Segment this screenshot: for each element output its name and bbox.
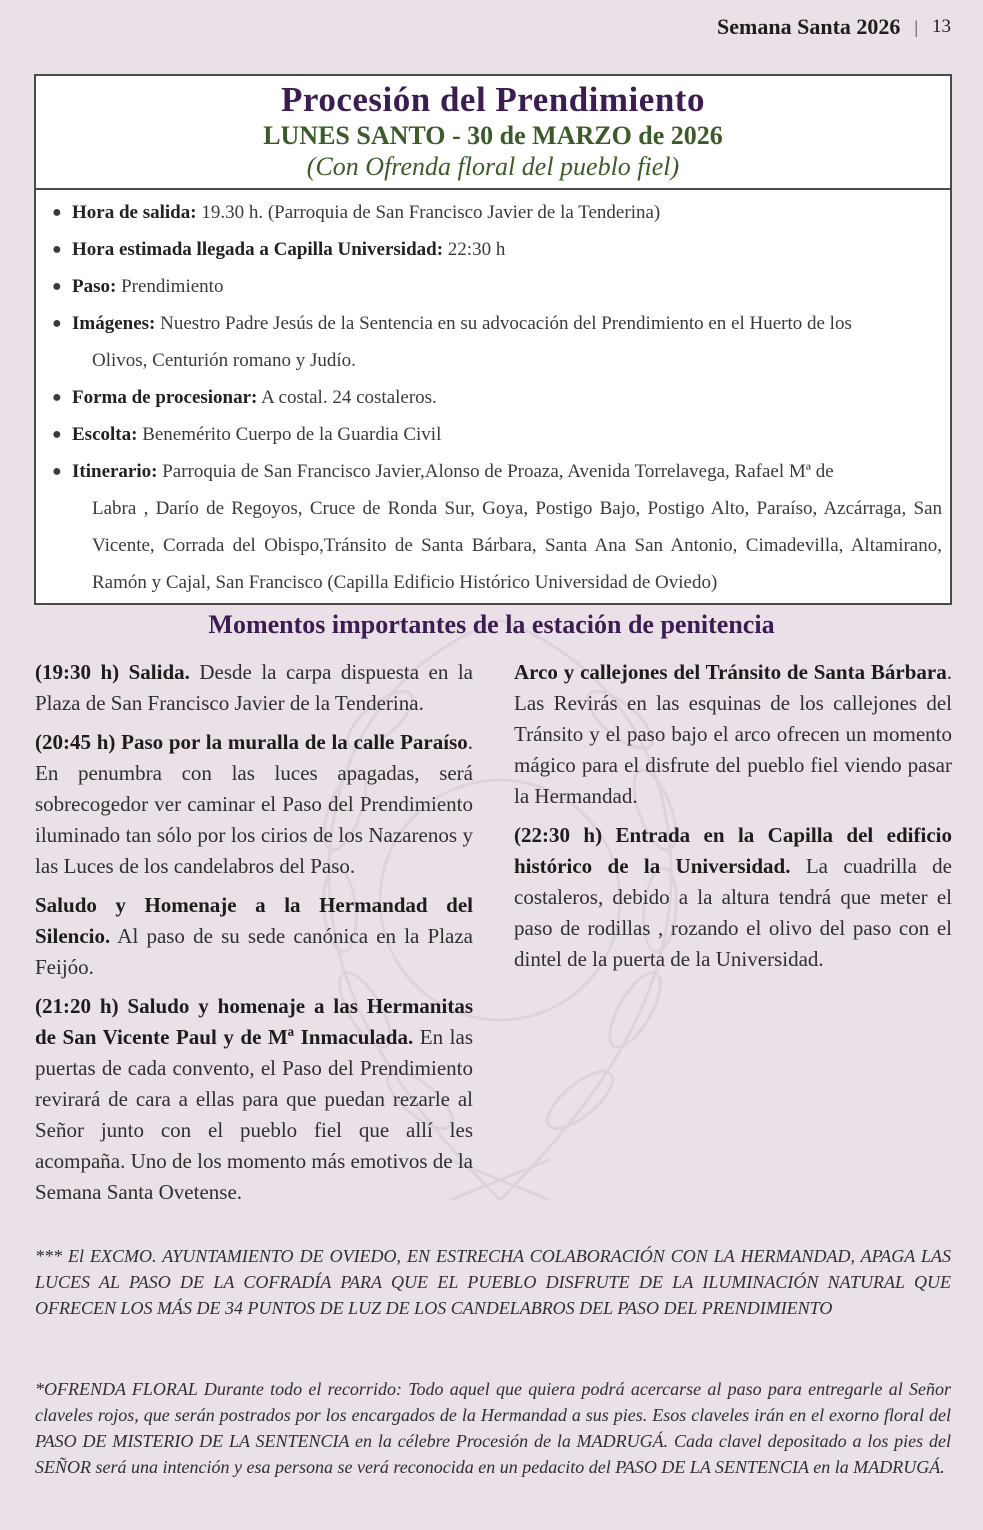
detail-continuation: Olivos, Centurión romano y Judío.	[92, 350, 356, 371]
detail-value: 22:30 h	[447, 239, 506, 260]
detail-value: Prendimiento	[121, 276, 224, 297]
detail-value: 19.30 h. (Parroquia de San Francisco Javier de la Tenderina)	[201, 202, 661, 223]
header-separator: |	[914, 16, 918, 37]
bullet-icon: ●	[52, 241, 62, 258]
detail-label: Escolta:	[72, 424, 138, 445]
detail-label: Imágenes:	[72, 313, 156, 334]
detail-value: A costal. 24 costaleros.	[261, 387, 437, 408]
detail-label: Forma de procesionar:	[72, 387, 258, 408]
detail-item	[52, 194, 942, 231]
moment-text: . Las Revirás en las esquinas de los callejones del Tránsito y el paso bajo el arco ofrecen un momento mágico para el disfrute del pueblo fiel viendo pasar la Hermandad.	[514, 660, 952, 808]
detail-item	[52, 416, 942, 453]
detail-value: Benemérito Cuerpo de la Guardia Civil	[142, 424, 442, 445]
moment-paragraph	[514, 820, 952, 975]
moment-heading: (22:30 h) Entrada en la Capilla del edificio histórico de la Universidad.	[514, 823, 952, 878]
moment-text: En las puertas de cada convento, el Paso del Prendimiento revirará de cara a ellas para que puedan rezarle al Señor junto con el pueblo fiel que allí les acompaña. Uno de los momento más emotivos de la Semana Santa Ovetense.	[35, 1025, 474, 1204]
detail-label: Hora estimada llegada a Capilla Universidad:	[72, 239, 444, 260]
procession-info-box	[34, 74, 952, 605]
page-header	[717, 14, 951, 40]
moment-heading: (19:30 h) Salida.	[35, 660, 190, 684]
detail-value: Parroquia de San Francisco Javier,Alonso de Proaza, Avenida Torrelavega, Rafael Mª de	[162, 461, 834, 482]
bullet-icon: ●	[52, 463, 62, 480]
moments-right-column	[514, 657, 952, 983]
moment-heading: (21:20 h) Saludo y homenaje a las Hermanitas de San Vicente Paul y de Mª Inmaculada.	[35, 994, 473, 1049]
detail-item	[52, 453, 942, 601]
page-number: 13	[932, 16, 951, 37]
moments-heading: Momentos importantes de la estación de penitencia	[208, 610, 775, 639]
moment-text: Desde la carpa dispuesta en la Plaza de San Francisco Javier de la Tenderina.	[35, 660, 473, 715]
moment-paragraph	[35, 657, 473, 719]
detail-label: Hora de salida:	[72, 202, 197, 223]
bullet-icon: ●	[52, 278, 62, 295]
procession-date: LUNES SANTO - 30 de MARZO de 2026	[263, 121, 723, 150]
bullet-icon: ●	[52, 389, 62, 406]
detail-item	[52, 379, 942, 416]
detail-label: Itinerario:	[72, 461, 158, 482]
bullet-icon: ●	[52, 315, 62, 332]
detail-continuation: Labra , Darío de Regoyos, Cruce de Ronda Sur, Goya, Postigo Bajo, Postigo Alto, Paraíso, Azcárraga, San Vicente, Corrada del Obispo,Tránsito de Santa Bárbara, Santa Ana San Antonio, Cimadevilla, Altamirano, Ramón y Cajal, San Francisco (Capilla Edificio Histórico Universidad de Oviedo)	[92, 498, 942, 593]
moment-text: Al paso de su sede canónica en la Plaza Feijóo.	[35, 924, 473, 979]
detail-value: Nuestro Padre Jesús de la Sentencia en su advocación del Prendimiento en el Huerto de los	[160, 313, 852, 334]
moment-paragraph	[35, 991, 473, 1208]
moments-left-column	[35, 657, 473, 1216]
moment-text: . En penumbra con las luces apagadas, será sobrecogedor ver caminar el Paso del Prendimiento iluminado tan sólo por los cirios de los Nazarenos y las Luces de los candelabros del Paso.	[35, 730, 473, 878]
moment-paragraph	[35, 727, 473, 882]
detail-item	[52, 305, 942, 379]
procession-title: Procesión del Prendimiento	[281, 80, 705, 119]
detail-item	[52, 268, 942, 305]
detail-label: Paso:	[72, 276, 117, 297]
publication-title: Semana Santa 2026	[717, 14, 901, 39]
floral-offering-note: *OFRENDA FLORAL Durante todo el recorrido: Todo aquel que quiera podrá acercarse al paso para entregarle al Señor claveles rojos, que serán postrados por los encargados de la Hermandad a sus pies. Esos claveles irán en el exorno floral del PASO DE MISTERIO DE LA SENTENCIA en la célebre Procesión de la MADRUGÁ. Cada clavel depositado a los pies del SEÑOR será una intención y esa persona se verá reconocida en un pedacito del PASO DE LA SENTENCIA en la MADRUGÁ.	[35, 1379, 951, 1477]
moment-heading: Arco y callejones del Tránsito de Santa Bárbara	[514, 660, 947, 684]
bullet-icon: ●	[52, 204, 62, 221]
procession-note: (Con Ofrenda floral del pueblo fiel)	[306, 152, 680, 181]
moment-heading: (20:45 h) Paso por la muralla de la calle Paraíso	[35, 730, 468, 754]
detail-item	[52, 231, 942, 268]
procession-header	[36, 76, 950, 190]
moment-heading: Saludo y Homenaje a la Hermandad del Silencio.	[35, 893, 473, 948]
procession-details-list	[36, 190, 950, 603]
moment-paragraph	[35, 890, 473, 983]
moment-paragraph	[514, 657, 952, 812]
city-council-note: *** El EXCMO. AYUNTAMIENTO DE OVIEDO, EN ESTRECHA COLABORACIÓN CON LA HERMANDAD, APAGA LAS LUCES AL PASO DE LA COFRADÍA PARA QUE EL PUEBLO DISFRUTE DE LA ILUMINACIÓN NATURAL QUE OFRECEN LOS MÁS DE 34 PUNTOS DE LUZ DE LOS CANDELABROS DEL PASO DEL PRENDIMIENTO	[35, 1246, 951, 1318]
bullet-icon: ●	[52, 426, 62, 443]
moment-text: La cuadrilla de costaleros, debido a la altura tendrá que meter el paso de rodillas , rozando el olivo del paso con el dintel de la puerta de la Universidad.	[514, 854, 952, 971]
